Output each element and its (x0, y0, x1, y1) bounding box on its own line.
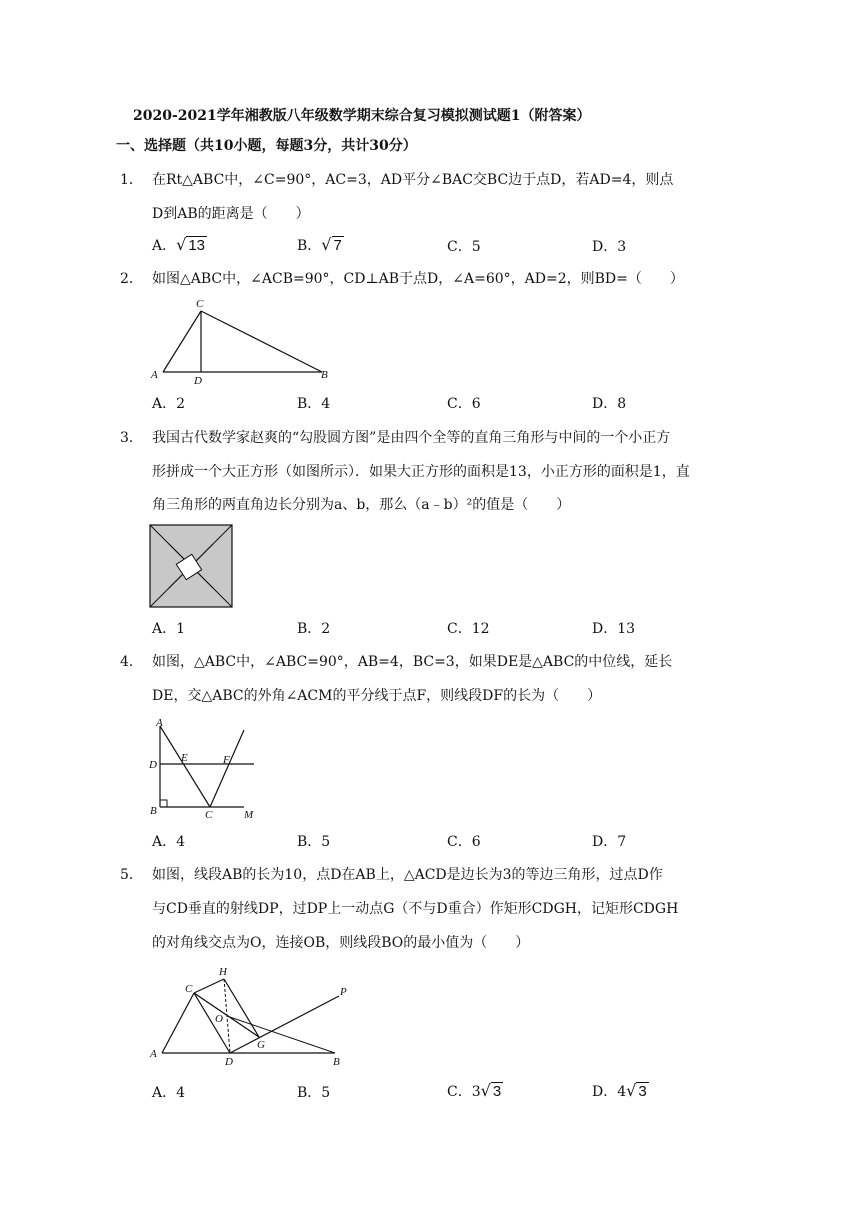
point-label-h: H (219, 966, 227, 978)
question-text: DE，交△ABC的外角∠ACM的平分线于点F，则线段DF的长为（ ） (152, 688, 602, 704)
point-label-c: C (185, 983, 193, 995)
question-number: 1． (120, 172, 143, 188)
point-label-a: A (156, 717, 163, 729)
option-d: D．3 (592, 239, 627, 255)
question-number: 3． (120, 430, 143, 446)
option-b (297, 236, 344, 255)
radicand: 7 (333, 237, 342, 254)
question-number: 2． (120, 271, 143, 287)
question-text: 与CD垂直的射线DP，过DP上一动点G（不与D重合）作矩形CDGH，记矩形CDGH (152, 901, 679, 917)
option-d: D．7 (592, 834, 627, 850)
point-label-p: P (340, 986, 347, 998)
zhao-shuang-diagram (149, 524, 233, 608)
radicand: 13 (188, 237, 206, 254)
option-a: A．4 (152, 1085, 186, 1101)
question-number: 4． (120, 654, 143, 670)
option-label: B． (297, 238, 322, 254)
radicand: 3 (638, 1083, 647, 1100)
question-text: 如图△ABC中，∠ACB=90°，CD⊥AB于点D，∠A=60°，AD=2，则BD=（ ） (152, 271, 684, 287)
point-label-d: D (149, 759, 157, 771)
rectangle-figure-q5 (147, 962, 357, 1067)
question-text: 如图，线段AB的长为10，点D在AB上，△ACD是边长为3的等边三角形，过点D作 (152, 867, 663, 883)
triangle-figure-q4 (146, 716, 266, 821)
point-label-e: E (181, 752, 188, 764)
question-text: 角三角形的两直角边长分别为a、b，那么（a﹣b）²的值是（ ） (152, 497, 571, 513)
option-d: D．13 (592, 621, 636, 637)
question-text: 如图，△ABC中，∠ABC=90°，AB=4，BC=3，如果DE是△ABC的中位线，延长 (152, 654, 673, 670)
point-label-d: D (225, 1056, 233, 1067)
point-label-b: B (321, 369, 328, 381)
option-label: D．4 (592, 1084, 627, 1100)
radicand: 3 (492, 1083, 502, 1100)
option-b: B．4 (297, 396, 331, 412)
point-label-c: C (196, 298, 204, 310)
sqrt-expression: √ 3 (626, 1081, 647, 1100)
option-b: B．2 (297, 621, 331, 637)
question-text: 的对角线交点为O，连接OB，则线段BO的最小值为（ ） (152, 935, 530, 951)
sqrt-expression: √ 13 (176, 235, 206, 254)
point-label-a: A (150, 1048, 157, 1060)
option-label: C．3 (447, 1084, 481, 1100)
question-number: 5． (120, 867, 143, 883)
option-d (592, 1082, 649, 1101)
question-text: 我国古代数学家赵爽的“勾股圆方图”是由四个全等的直角三角形与中间的一个小正方 (152, 430, 671, 446)
point-label-g: G (257, 1039, 265, 1051)
sqrt-expression: √ 3 (480, 1081, 502, 1100)
section-heading: 一、选择题（共10小题，每题3分，共计30分） (116, 138, 417, 154)
point-label-a: A (151, 369, 158, 381)
point-label-b: B (150, 805, 157, 817)
option-c: C．6 (447, 396, 481, 412)
question-text: 在Rt△ABC中，∠C=90°，AC=3，AD平分∠BAC交BC边于点D，若AD=4，则点 (152, 172, 674, 188)
option-b: B．5 (297, 1085, 331, 1101)
sqrt-expression: √ 7 (321, 235, 342, 254)
option-a (152, 236, 207, 255)
option-b: B．5 (297, 834, 331, 850)
option-label: A． (152, 238, 177, 254)
point-label-f: F (223, 754, 230, 766)
page-title: 2020-2021学年湘教版八年级数学期末综合复习模拟测试题1（附答案） (133, 108, 591, 124)
option-c: C．5 (447, 239, 481, 255)
point-label-b: B (333, 1056, 340, 1067)
point-label-m: M (244, 809, 254, 821)
question-text: D到AB的距离是（ ） (152, 206, 310, 222)
option-d: D．8 (592, 396, 627, 412)
triangle-figure-q2 (145, 296, 345, 386)
point-label-o: O (215, 1013, 223, 1025)
option-a: A．1 (152, 621, 186, 637)
option-a: A．2 (152, 396, 186, 412)
option-c: C．6 (447, 834, 481, 850)
point-label-d: D (194, 375, 202, 386)
option-c: C．12 (447, 621, 490, 637)
point-label-c: C (205, 809, 213, 821)
option-c (447, 1082, 503, 1101)
question-text: 形拼成一个大正方形（如图所示）．如果大正方形的面积是13，小正方形的面积是1，直 (152, 464, 690, 480)
option-a: A．4 (152, 834, 186, 850)
